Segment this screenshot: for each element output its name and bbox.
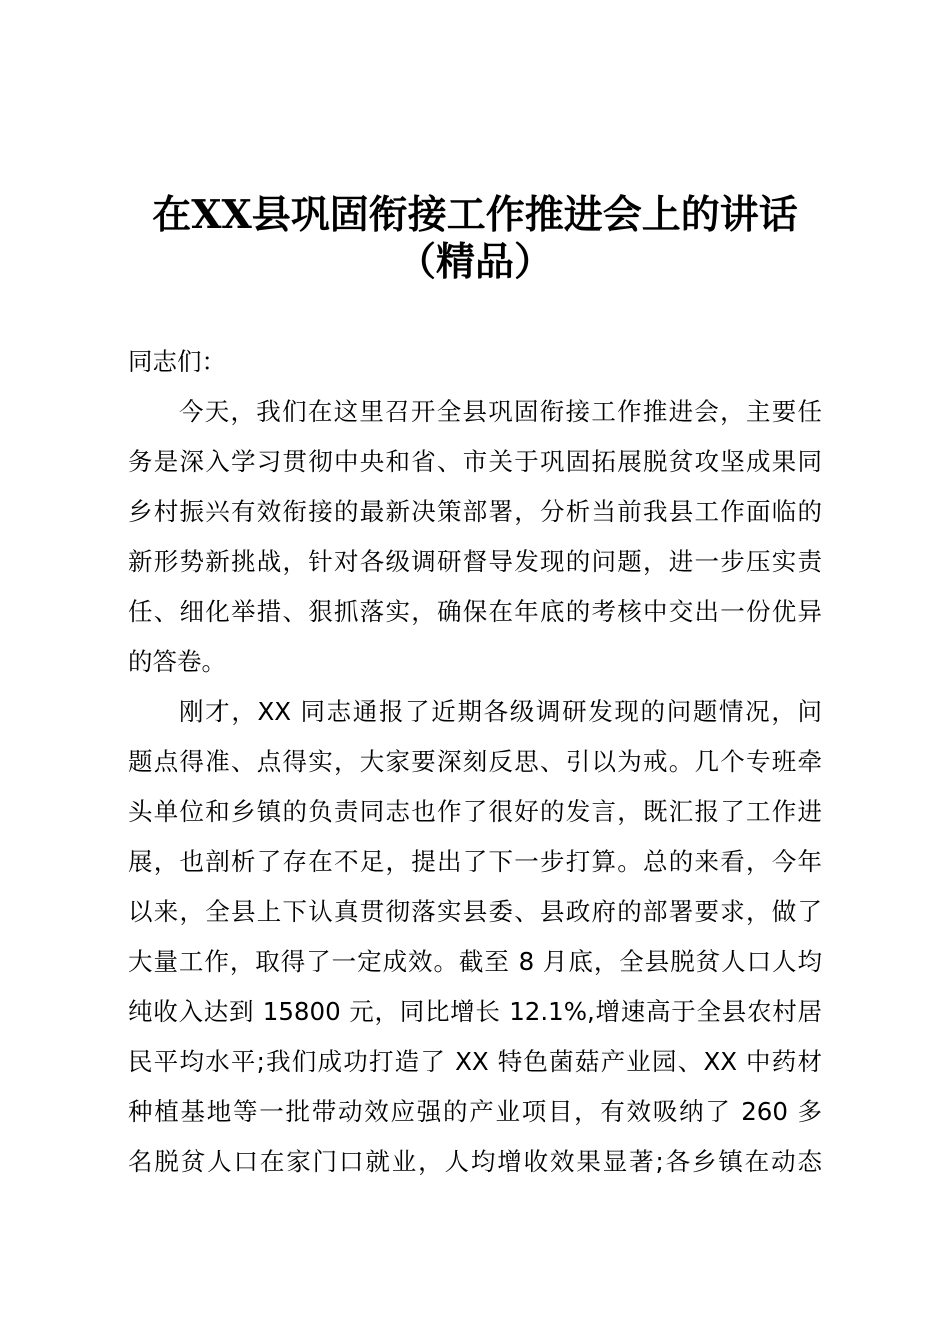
paragraph-line: 民平均水平;我们成功打造了 XX 特色菌菇产业园、XX 中药材 [128, 1047, 822, 1076]
paragraph-line: 名脱贫人口在家门口就业，人均增收效果显著;各乡镇在动态 [128, 1147, 822, 1176]
paragraph-line: 的答卷。 [128, 647, 226, 676]
paragraph-line: 大量工作，取得了一定成效。截至 8 月底，全县脱贫人口人均 [128, 947, 822, 976]
document-body [128, 337, 822, 1187]
paragraph-line: 务是深入学习贯彻中央和省、市关于巩固拓展脱贫攻坚成果同 [128, 447, 822, 476]
paragraph-line: 题点得准、点得实，大家要深刻反思、引以为戒。几个专班牵 [128, 747, 822, 776]
paragraph-line: 今天，我们在这里召开全县巩固衔接工作推进会，主要任 [179, 397, 822, 426]
paragraph-line: 任、细化举措、狠抓落实，确保在年底的考核中交出一份优异 [128, 597, 822, 626]
paragraph-line: 纯收入达到 15800 元，同比增长 12.1%,增速高于全县农村居 [128, 997, 822, 1026]
document-subtitle: （精品） [396, 239, 553, 285]
paragraph-line: 以来，全县上下认真贯彻落实县委、县政府的部署要求，做了 [128, 897, 822, 926]
paragraph-line: 乡村振兴有效衔接的最新决策部署，分析当前我县工作面临的 [128, 497, 822, 526]
paragraph-1 [128, 387, 822, 687]
paragraph-line: 刚才，XX 同志通报了近期各级调研发现的问题情况，问 [179, 697, 822, 726]
salutation: 同志们： [128, 347, 226, 376]
paragraph-2 [128, 687, 822, 1187]
document-title: 在XX县巩固衔接工作推进会上的讲话 [152, 192, 798, 238]
paragraph-line: 种植基地等一批带动效应强的产业项目，有效吸纳了 260 多 [128, 1097, 822, 1126]
paragraph-line: 展，也剖析了存在不足，提出了下一步打算。总的来看，今年 [128, 847, 822, 876]
paragraph-line: 头单位和乡镇的负责同志也作了很好的发言，既汇报了工作进 [128, 797, 822, 826]
paragraph-line: 新形势新挑战，针对各级调研督导发现的问题，进一步压实责 [128, 547, 822, 576]
